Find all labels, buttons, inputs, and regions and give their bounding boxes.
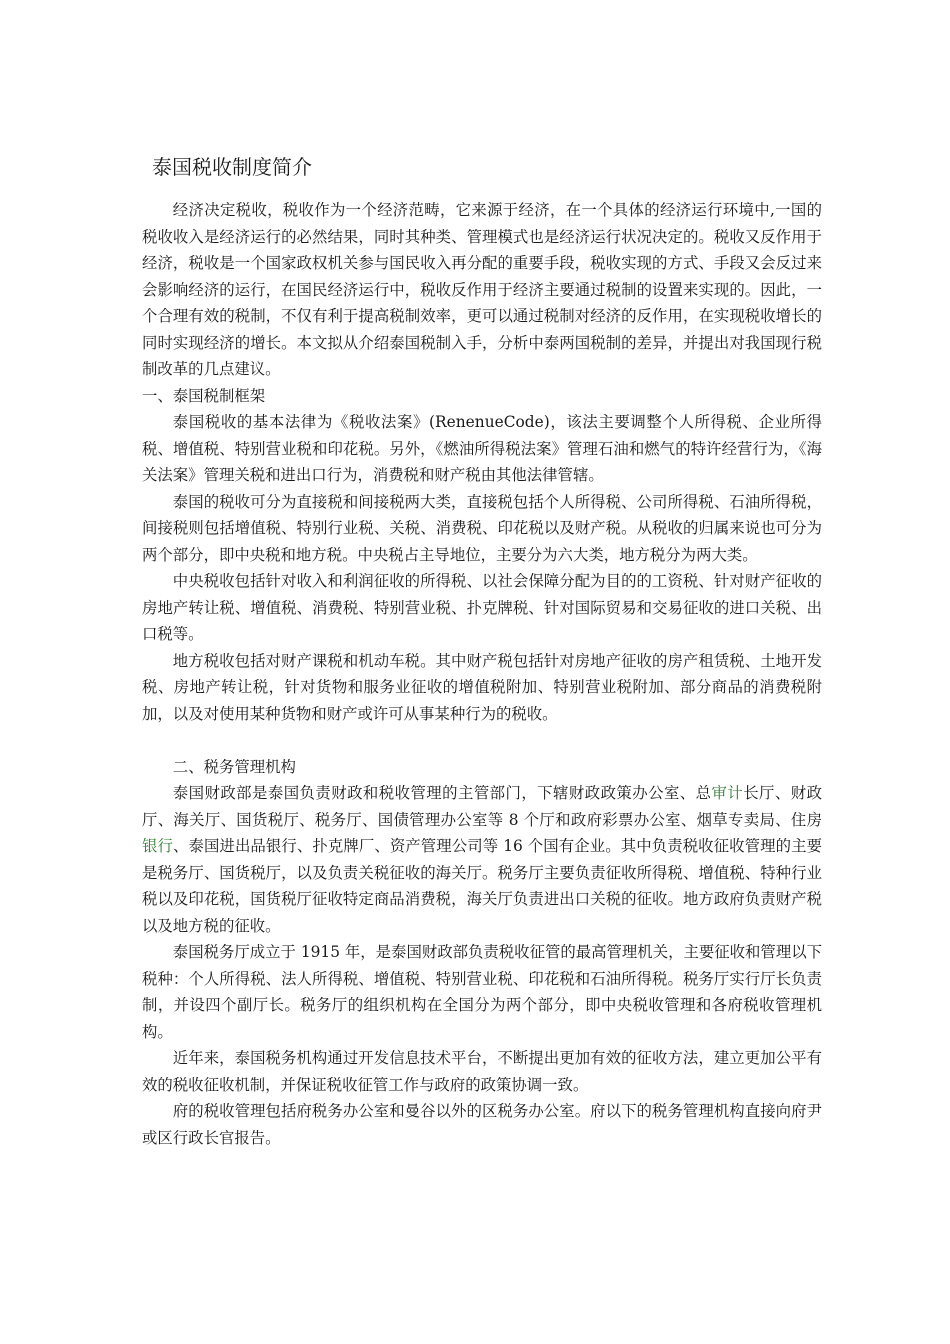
section2-paragraph-3: 近年来，泰国税务机构通过开发信息技术平台，不断提出更加有效的征收方法，建立更加公平有效的税收征收机制，并保证税收征管工作与政府的政策协调一致。 bbox=[142, 1049, 822, 1094]
document-body bbox=[142, 197, 822, 1151]
document-title: 泰国税收制度简介 bbox=[152, 155, 312, 179]
section1-paragraph-2: 泰国的税收可分为直接税和间接税两大类，直接税包括个人所得税、公司所得税、石油所得税，间接税则包括增值税、特别行业税、关税、消费税、印花税以及财产税。从税收的归属来说也可分为两个部分，即中央税和地方税。中央税占主导地位，主要分为六大类，地方税分为两大类。 bbox=[142, 492, 822, 564]
intro-paragraph: 经济决定税收，税收作为一个经济范畴，它来源于经济，在一个具体的经济运行环境中,一国的税收收入是经济运行的必然结果，同时其种类、管理模式也是经济运行状况决定的。税收又反作用于经济，税收是一个国家政权机关参与国民收入再分配的重要手段，税收实现的方式、手段又会反过来会影响经济的运行，在国民经济运行中，税收反作用于经济主要通过税制的设置来实现的。因此，一个合理有效的税制，不仅有利于提高税制效率，更可以通过税制对经济的反作用，在实现税收增长的同时实现经济的增长。本文拟从介绍泰国税制入手，分析中泰两国税制的差异，并提出对我国现行税制改革的几点建议。 bbox=[142, 201, 822, 378]
section2-paragraph-1 bbox=[142, 780, 822, 939]
bank-link[interactable]: 银行 bbox=[142, 837, 173, 855]
section1-paragraph-4: 地方税收包括对财产课税和机动车税。其中财产税包括针对房地产征收的房产租赁税、土地开发税、房地产转让税，针对货物和服务业征收的增值税附加、特别营业税附加、部分商品的消费税附加，以及对使用某种货物和财产或许可从事某种行为的税收。 bbox=[142, 651, 822, 723]
section2-p1-text-b: 长厅、财政厅、海关厅、国货税厅、税务厅、国债管理办公室等 8 个厅和政府彩票办公室、烟草专卖局、住房 bbox=[142, 784, 822, 829]
section1-paragraph-3: 中央税收包括针对收入和利润征收的所得税、以社会保障分配为目的的工资税、针对财产征收的房地产转让税、增值税、消费税、特别营业税、扑克牌税、针对国际贸易和交易征收的进口关税、出口税等。 bbox=[142, 572, 822, 643]
blank-line bbox=[142, 727, 822, 754]
section2-p1-text-a: 泰国财政部是泰国负责财政和税收管理的主管部门，下辖财政政策办公室、总 bbox=[172, 784, 712, 802]
section1-heading: 一、泰国税制框架 bbox=[142, 386, 266, 405]
section2-paragraph-2: 泰国税务厅成立于 1915 年，是泰国财政部负责税收征管的最高管理机关，主要征收和管理以下税种：个人所得税、法人所得税、增值税、特别营业税、印花税和石油所得税。税务厅实行厅长负责制，并设四个副厅长。税务厅的组织机构在全国分为两个部分，即中央税收管理和各府税收管理机构。 bbox=[142, 943, 822, 1041]
section2-paragraph-4: 府的税收管理包括府税务办公室和曼谷以外的区税务办公室。府以下的税务管理机构直接向府尹或区行政长官报告。 bbox=[142, 1102, 822, 1147]
section2-p1-text-c: 、泰国进出品银行、扑克牌厂、资产管理公司等 16 个国有企业。其中负责税收征收管理的主要是税务厅、国货税厅，以及负责关税征收的海关厅。税务厅主要负责征收所得税、增值税、特种行业税以及印花税，国货税厅征收特定商品消费税，海关厅负责进出口关税的征收。地方政府负责财产税以及地方税的征收。 bbox=[142, 837, 822, 935]
audit-link[interactable]: 审计 bbox=[711, 784, 744, 802]
section1-paragraph-1: 泰国税收的基本法律为《税收法案》(RenenueCode)，该法主要调整个人所得税、企业所得税、增值税、特别营业税和印花税。另外，《燃油所得税法案》管理石油和燃气的特许经营行为，《海关法案》管理关税和进出口行为，消费税和财产税由其他法律管辖。 bbox=[142, 413, 822, 484]
section2-heading: 二、税务管理机构 bbox=[172, 757, 296, 776]
